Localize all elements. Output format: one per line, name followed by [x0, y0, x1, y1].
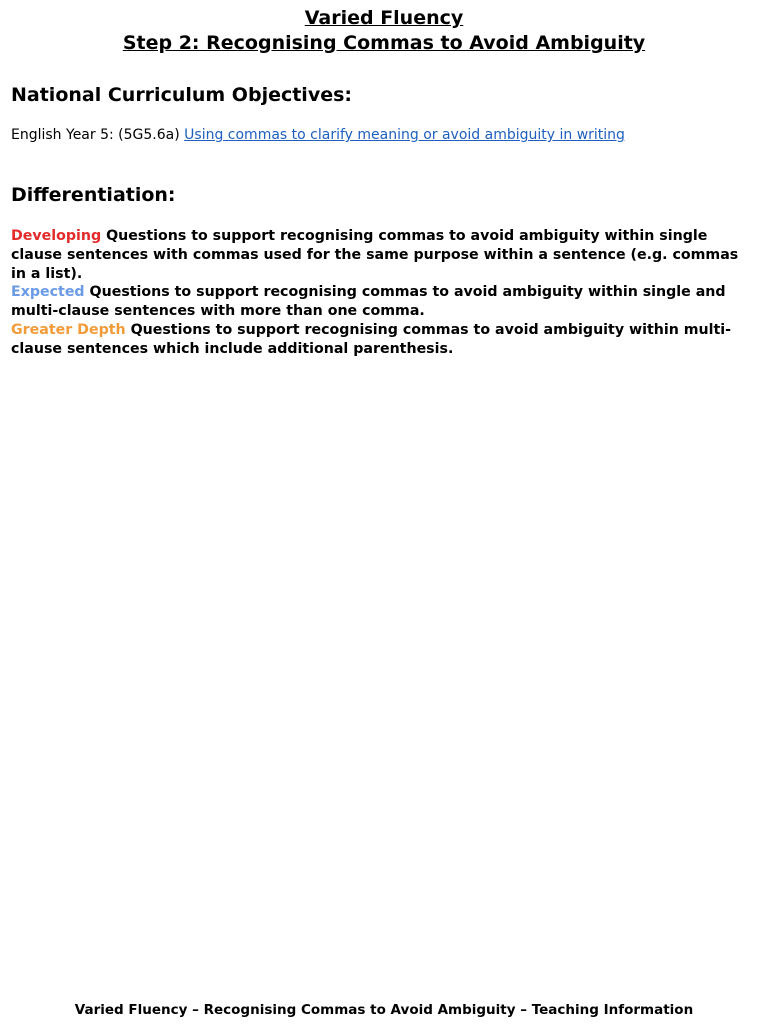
page-footer: Varied Fluency – Recognising Commas to Avoid Ambiguity – Teaching Information [74, 1002, 694, 1018]
level-text-greater-depth: Questions to support recognising commas to avoid ambiguity within multi-clause sentences which include additional parenthesis. [11, 321, 732, 357]
differentiation-list [11, 227, 757, 359]
curriculum-objective [11, 126, 625, 145]
document-title: Varied Fluency [304, 7, 464, 29]
document-title-block [0, 6, 768, 56]
objectives-heading: National Curriculum Objectives: [11, 84, 352, 106]
level-label-expected: Expected [11, 284, 85, 301]
objective-prefix: English Year 5: (5G5.6a) [11, 127, 180, 143]
differentiation-item-greater-depth [11, 321, 757, 359]
level-label-greater-depth: Greater Depth [11, 321, 126, 338]
differentiation-item-developing [11, 227, 757, 283]
level-label-developing: Developing [11, 228, 102, 244]
objective-link[interactable]: Using commas to clarify meaning or avoid ambiguity in writing [184, 127, 625, 143]
document-subtitle: Step 2: Recognising Commas to Avoid Ambiguity [122, 32, 646, 54]
differentiation-item-expected [11, 283, 757, 321]
level-text-expected: Questions to support recognising commas to avoid ambiguity within single and multi-clause sentences with more than one comma. [11, 284, 726, 320]
differentiation-heading: Differentiation: [11, 184, 176, 206]
level-text-developing: Questions to support recognising commas to avoid ambiguity within single clause sentences with commas used for the same purpose within a sentence (e.g. commas in a list). [11, 228, 739, 282]
